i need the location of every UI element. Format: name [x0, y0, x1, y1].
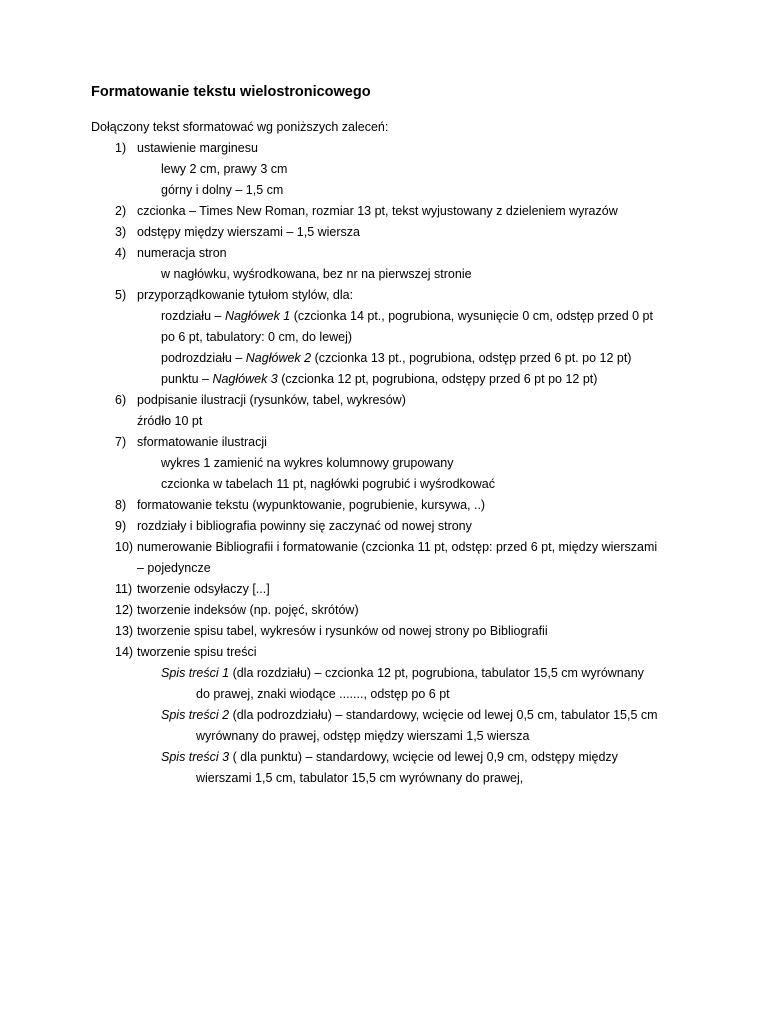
item-number: 12): [115, 603, 134, 617]
intro-text: Dołączony tekst sformatować wg poniższych zaleceń:: [91, 120, 389, 134]
item-text: czcionka – Times New Roman, rozmiar 13 pt, tekst wyjustowany z dzieleniem wyrazów: [137, 204, 618, 218]
toc-style-desc: (dla podrozdziału) – standardowy, wcięcie od lewej 0,5 cm, tabulator 15,5 cm: [229, 708, 658, 722]
item-subtext: w nagłówku, wyśrodkowana, bez nr na pierwszej stronie: [161, 267, 472, 281]
style-line: [161, 350, 631, 366]
style-name: Nagłówek 1: [224, 309, 291, 323]
item-number: 6): [115, 393, 127, 407]
style-lead: podrozdziału –: [161, 351, 246, 365]
item-number: 10): [115, 540, 134, 554]
toc-style-name: Spis treści 2: [161, 708, 230, 722]
item-text: tworzenie spisu tabel, wykresów i rysunków od nowej strony po Bibliografii: [137, 624, 548, 638]
toc-style-desc: (dla rozdziału) – czcionka 12 pt, pogrubiona, tabulator 15,5 cm wyrównany: [229, 666, 644, 680]
style-lead: punktu –: [161, 372, 213, 386]
item-text: formatowanie tekstu (wypunktowanie, pogrubienie, kursywa, ..): [137, 498, 486, 512]
item-number: 9): [115, 519, 127, 533]
toc-line: [161, 707, 658, 723]
style-line-cont: po 6 pt, tabulatory: 0 cm, do lewej): [161, 330, 353, 344]
item-text: ustawienie marginesu: [137, 141, 258, 155]
item-number: 5): [115, 288, 127, 302]
item-text: przyporządkowanie tytułom stylów, dla:: [137, 288, 354, 302]
item-text: numeracja stron: [137, 246, 227, 260]
style-desc: (czcionka 13 pt., pogrubiona, odstęp przed 6 pt. po 12 pt): [311, 351, 632, 365]
item-text: rozdziały i bibliografia powinny się zaczynać od nowej strony: [137, 519, 472, 533]
item-subtext: źródło 10 pt: [137, 414, 203, 428]
style-name: Nagłówek 2: [245, 351, 312, 365]
style-desc: (czcionka 12 pt, pogrubiona, odstępy przed 6 pt po 12 pt): [277, 372, 598, 386]
toc-line-cont: do prawej, znaki wiodące ......., odstęp po 6 pt: [196, 687, 450, 701]
item-text: numerowanie Bibliografii i formatowanie (czcionka 11 pt, odstęp: przed 6 pt, między wierszami: [137, 540, 658, 554]
style-line: [161, 371, 597, 387]
toc-line-cont: wierszami 1,5 cm, tabulator 15,5 cm wyrównany do prawej,: [196, 771, 524, 785]
item-number: 1): [115, 141, 127, 155]
item-number: 3): [115, 225, 127, 239]
toc-style-name: Spis treści 3: [161, 750, 230, 764]
style-lead: rozdziału –: [161, 309, 225, 323]
item-subtext: wykres 1 zamienić na wykres kolumnowy grupowany: [161, 456, 454, 470]
item-text: sformatowanie ilustracji: [137, 435, 267, 449]
page-title: Formatowanie tekstu wielostronicowego: [91, 84, 371, 100]
item-text: tworzenie indeksów (np. pojęć, skrótów): [137, 603, 359, 617]
item-text: tworzenie spisu treści: [137, 645, 257, 659]
toc-style-name: Spis treści 1: [161, 666, 230, 680]
style-name: Nagłówek 3: [212, 372, 278, 386]
item-text-cont: – pojedyncze: [137, 561, 211, 575]
item-number: 13): [115, 624, 134, 638]
item-number: 11): [115, 582, 133, 596]
item-text: odstępy między wierszami – 1,5 wiersza: [137, 225, 360, 239]
item-number: 8): [115, 498, 127, 512]
item-number: 14): [115, 645, 134, 659]
item-text: tworzenie odsyłaczy [...]: [137, 582, 270, 596]
toc-line-cont: wyrównany do prawej, odstęp między wierszami 1,5 wiersza: [196, 729, 530, 743]
toc-line: [161, 665, 644, 681]
item-text: podpisanie ilustracji (rysunków, tabel, wykresów): [137, 393, 406, 407]
item-number: 7): [115, 435, 127, 449]
toc-style-desc: ( dla punktu) – standardowy, wcięcie od lewej 0,9 cm, odstępy między: [229, 750, 618, 764]
item-number: 4): [115, 246, 127, 260]
item-number: 2): [115, 204, 127, 218]
style-line: [161, 308, 653, 324]
item-subtext: lewy 2 cm, prawy 3 cm: [161, 162, 288, 176]
style-desc: (czcionka 14 pt., pogrubiona, wysunięcie 0 cm, odstęp przed 0 pt: [290, 309, 653, 323]
item-subtext: górny i dolny – 1,5 cm: [161, 183, 284, 197]
toc-line: [161, 749, 618, 765]
item-subtext: czcionka w tabelach 11 pt, nagłówki pogrubić i wyśrodkować: [161, 477, 495, 491]
